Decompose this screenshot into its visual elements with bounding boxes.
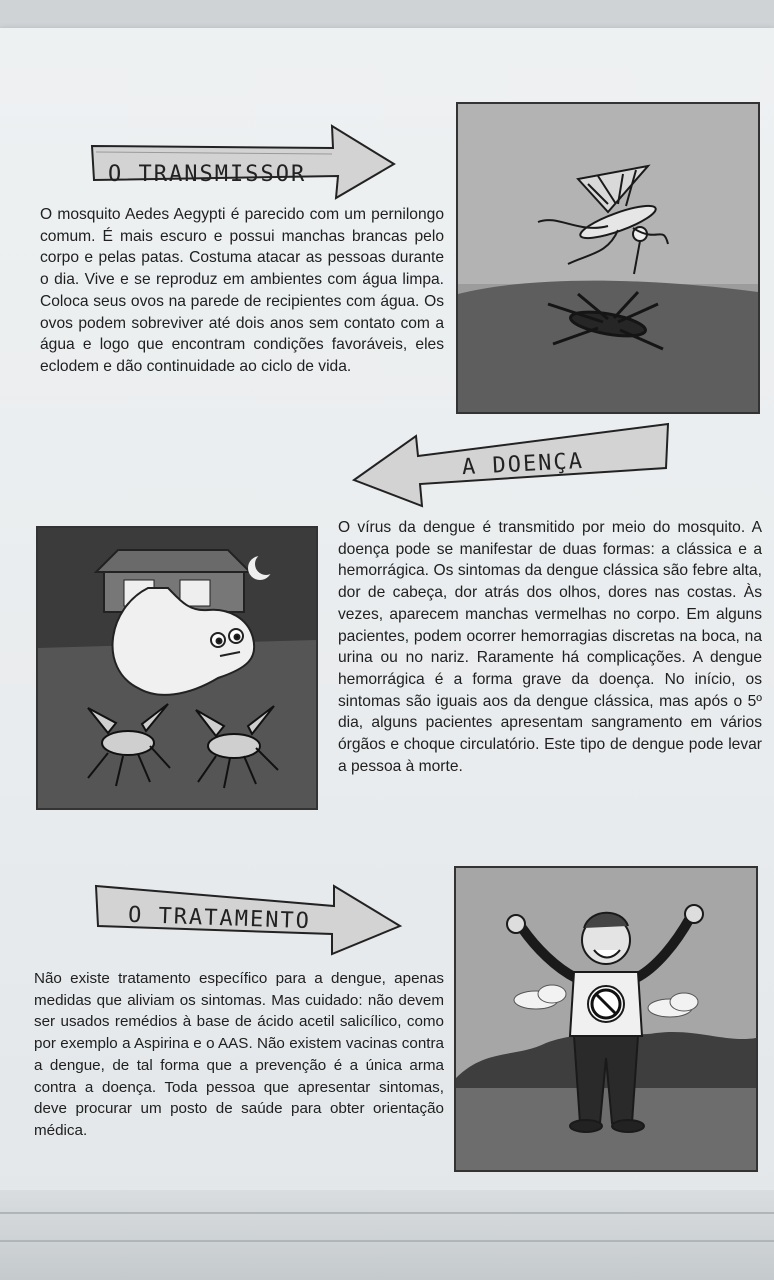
happy-person-illustration [454,866,758,1172]
doenca-title: A DOENÇA [461,448,585,481]
transmissor-title: O TRANSMISSOR [108,162,307,187]
mosquito-illustration [456,102,760,414]
doenca-banner-arrow [350,418,672,510]
page-edge-line [0,1240,774,1242]
page-edge-line [0,1212,774,1214]
transmissor-paragraph: O mosquito Aedes Aegypti é parecido com um pernilongo comum. É mais escuro e possui manchas brancas pelo corpo e pelas patas. Costuma atacar as pessoas durante o dia. Vive e se reproduz em ambientes com água limpa. Coloca seus ovos na parede de recipientes com água. Os ovos podem sobreviver até dois anos sem contato com a água e logo que encontram condições favoráveis, eles eclodem e dão continuidade ao ciclo de vida. [40,206,444,375]
ghost-mosquitoes-illustration [36,526,318,810]
doenca-paragraph: O vírus da dengue é transmitido por meio do mosquito. A doença pode se manifestar de duas formas: a clássica e a hemorrágica. Os sintomas da dengue clássica são febre alta, dor de cabeça, dor atrás dos olhos, dores nas costas. Às vezes, aparecem manchas vermelhas no corpo. Em alguns pacientes, podem ocorrer hemorragias discretas na boca, na urina ou no nariz. Raramente há complicações. A dengue hemorrágica é a forma grave da doença. No início, os sintomas são iguais aos da dengue clássica, mas após o 5º dia, alguns pacientes apresentam sangramento em vários órgãos e choque circulatório. Este tipo de dengue pode levar a pessoa à morte. [338,519,762,775]
tratamento-title: O TRATAMENTO [127,902,312,935]
tratamento-paragraph: Não existe tratamento específico para a dengue, apenas medidas que aliviam os sintomas. Mas cuidado: não devem ser usados remédios à base de ácido acetil salicílico, como por exemplo a Aspirina e o AAS. Não existem vacinas contra a dengue, de tal forma que a prevenção é a única arma contra a doença. Toda pessoa que apresentar sintomas, deve procurar um posto de saúde para obter orientação médica. [34,970,444,1139]
tratamento-banner-arrow [94,882,404,958]
transmissor-banner-arrow [88,124,398,200]
page-underneath [0,1190,774,1280]
